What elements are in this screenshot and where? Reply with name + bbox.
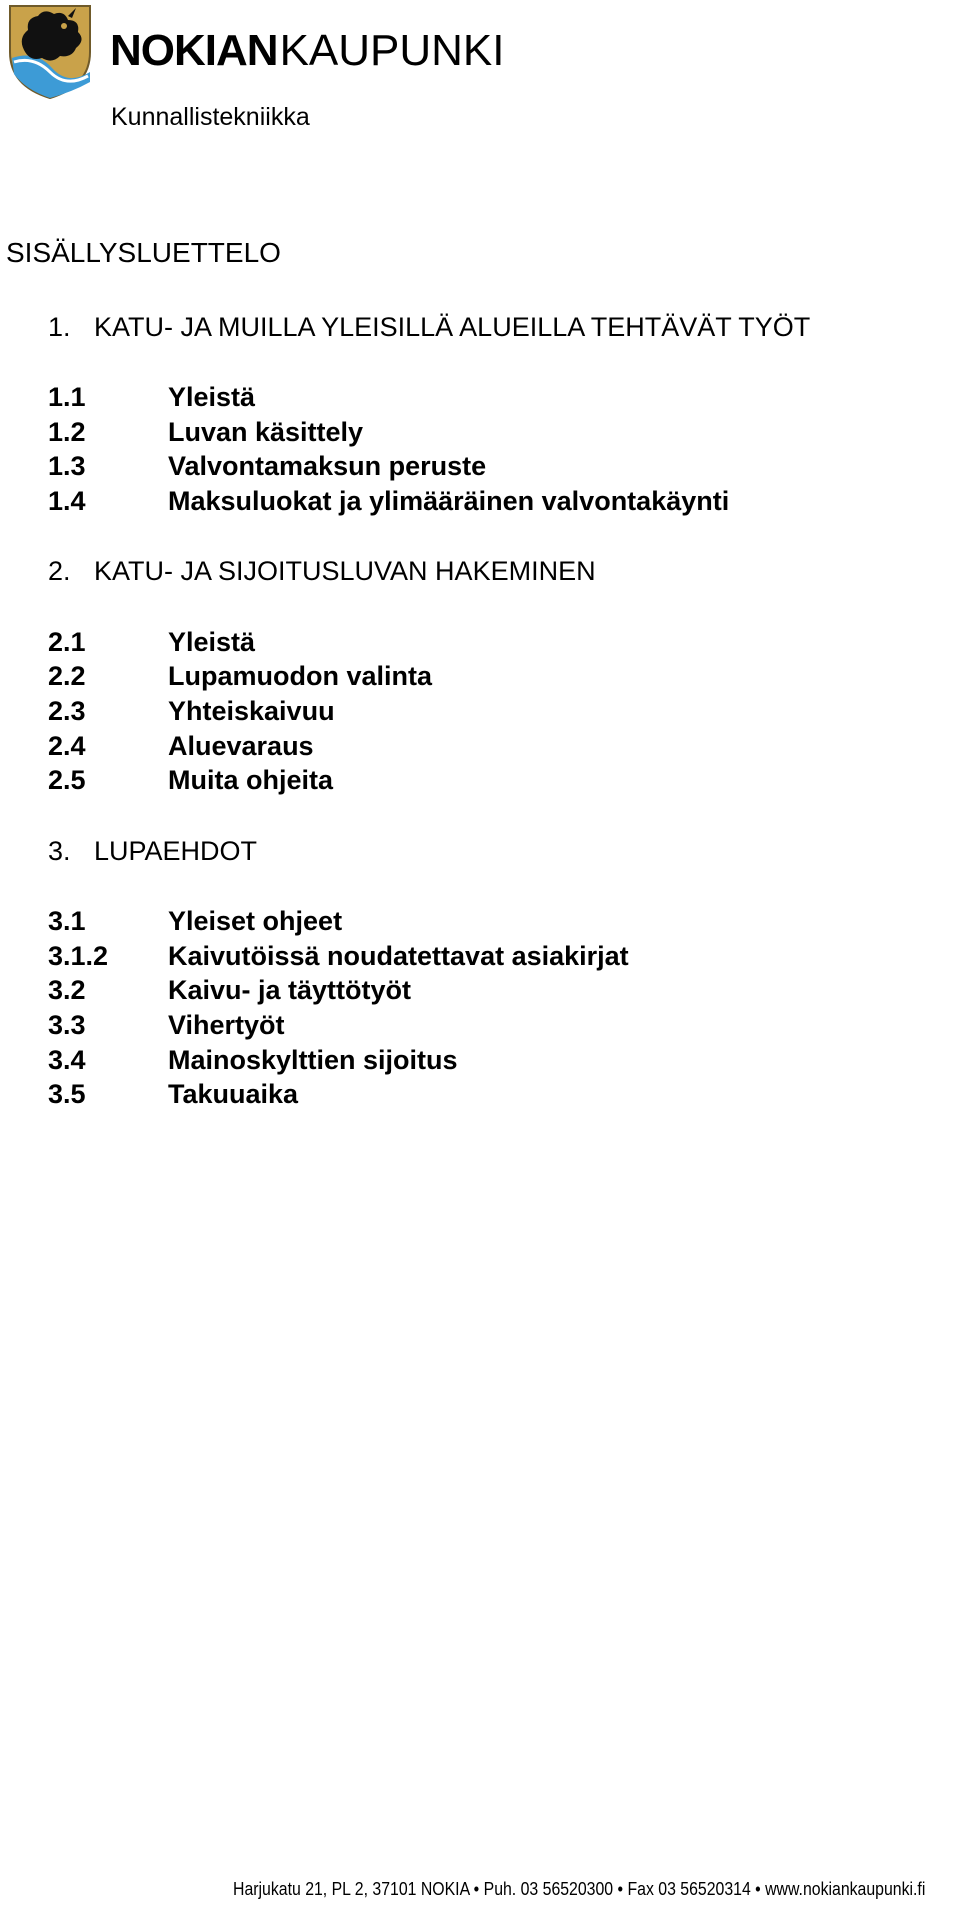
toc-list-item bbox=[48, 449, 486, 483]
toc-list-item bbox=[48, 1077, 298, 1111]
page-footer: Harjukatu 21, PL 2, 37101 NOKIA • Puh. 03 56520300 • Fax 03 56520314 • www.nokiankaupunki.fi bbox=[233, 1879, 926, 1899]
logo-light-text: KAUPUNKI bbox=[279, 26, 505, 75]
toc-item-title: Muita ohjeita bbox=[168, 765, 334, 795]
toc-section-heading bbox=[48, 310, 810, 344]
toc-item-title: Valvontamaksun peruste bbox=[168, 451, 487, 481]
toc-item-number: 3.1.2 bbox=[48, 941, 109, 971]
toc-item-title: Yleistä bbox=[168, 627, 256, 657]
toc-list-item bbox=[48, 484, 729, 518]
toc-item-number: 3.2 bbox=[48, 975, 86, 1005]
coat-of-arms-icon bbox=[6, 2, 94, 100]
toc-item-title: KATU- JA SIJOITUSLUVAN HAKEMINEN bbox=[94, 556, 596, 586]
toc-item-title: Yhteiskaivuu bbox=[168, 696, 335, 726]
toc-list-item bbox=[48, 763, 333, 797]
toc-item-number: 1.2 bbox=[48, 417, 86, 447]
toc-item-title: Aluevaraus bbox=[168, 731, 314, 761]
toc-item-title: Yleiset ohjeet bbox=[168, 906, 343, 936]
toc-item-number: 3.4 bbox=[48, 1045, 86, 1075]
document-title: SISÄLLYSLUETTELO bbox=[6, 237, 281, 268]
toc-list-item bbox=[48, 625, 255, 659]
toc-item-number: 3. bbox=[48, 836, 71, 866]
toc-item-number: 1.4 bbox=[48, 486, 86, 516]
toc-item-title: Mainoskylttien sijoitus bbox=[168, 1045, 458, 1075]
toc-list-item bbox=[48, 1008, 285, 1042]
toc-section-heading bbox=[48, 554, 596, 588]
toc-item-number: 3.1 bbox=[48, 906, 86, 936]
toc-item-title: Maksuluokat ja ylimääräinen valvontakäynti bbox=[168, 486, 730, 516]
logo-bold-text: NOKIAN bbox=[110, 26, 278, 75]
toc-item-title: LUPAEHDOT bbox=[94, 836, 258, 866]
toc-section-heading bbox=[48, 834, 257, 868]
toc-item-number: 1.3 bbox=[48, 451, 86, 481]
toc-item-number: 1.1 bbox=[48, 382, 86, 412]
toc-item-number: 2.3 bbox=[48, 696, 86, 726]
toc-list-item bbox=[48, 939, 629, 973]
toc-item-number: 2.5 bbox=[48, 765, 86, 795]
toc-list-item bbox=[48, 380, 255, 414]
toc-item-title: KATU- JA MUILLA YLEISILLÄ ALUEILLA TEHTÄVÄT TYÖT bbox=[94, 312, 811, 342]
toc-item-title: Kaivu- ja täyttötyöt bbox=[168, 975, 412, 1005]
toc-item-number: 1. bbox=[48, 312, 71, 342]
toc-item-number: 3.5 bbox=[48, 1079, 86, 1109]
toc-item-number: 2.2 bbox=[48, 661, 86, 691]
toc-list-item bbox=[48, 904, 342, 938]
toc-item-number: 2.4 bbox=[48, 731, 86, 761]
toc-list-item bbox=[48, 694, 335, 728]
toc-item-title: Yleistä bbox=[168, 382, 256, 412]
toc-item-title: Lupamuodon valinta bbox=[168, 661, 433, 691]
city-logo-wordmark bbox=[110, 26, 505, 76]
toc-item-number: 2. bbox=[48, 556, 71, 586]
toc-list-item bbox=[48, 659, 432, 693]
toc-item-title: Takuuaika bbox=[168, 1079, 299, 1109]
toc-item-number: 2.1 bbox=[48, 627, 86, 657]
toc-list-item bbox=[48, 729, 314, 763]
toc-list-item bbox=[48, 415, 363, 449]
toc-item-number: 3.3 bbox=[48, 1010, 86, 1040]
department-name: Kunnallistekniikka bbox=[111, 103, 310, 131]
toc-list-item bbox=[48, 973, 411, 1007]
toc-item-title: Vihertyöt bbox=[168, 1010, 285, 1040]
page-header bbox=[0, 0, 960, 140]
toc-item-title: Luvan käsittely bbox=[168, 417, 364, 447]
toc-list-item bbox=[48, 1043, 458, 1077]
toc-item-title: Kaivutöissä noudatettavat asiakirjat bbox=[168, 941, 629, 971]
